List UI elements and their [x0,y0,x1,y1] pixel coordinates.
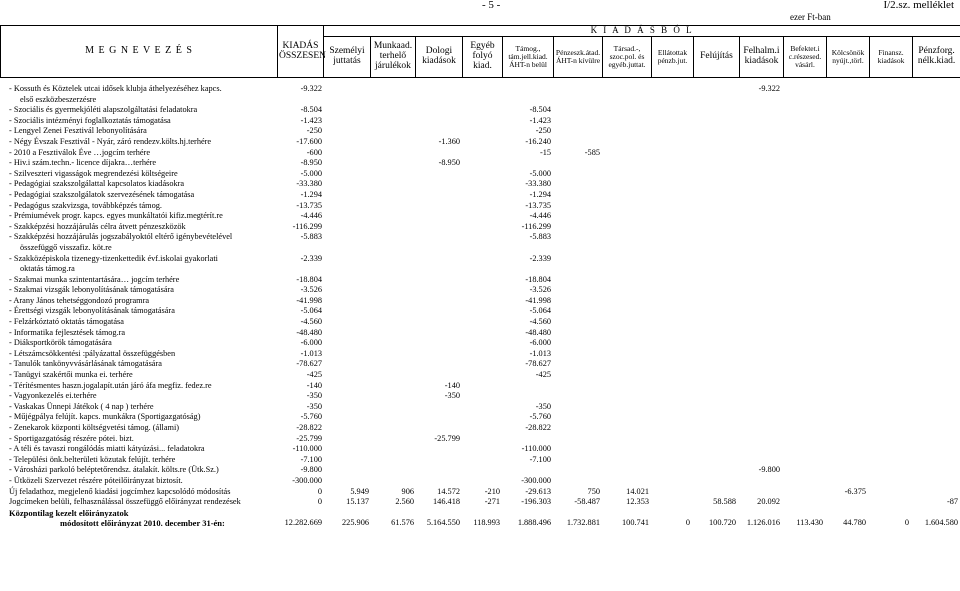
cell-value: 14.572 [437,486,460,496]
cell-value: -196.303 [521,497,551,507]
cell-value: -6.375 [844,486,866,496]
row-label: - Szilveszteri vigasságok megrendezési költségeire [9,168,178,178]
table-row [0,338,960,349]
header-col: Dologi kiadások [416,37,463,78]
row-label: - Felzárkóztató oktatás támogatása [9,317,124,327]
row-label: - Létszámcsökkentési :pályázattal összefüggésben [9,348,176,358]
cell-value: -5.883 [529,232,551,242]
table-row [0,359,960,370]
table-row [0,275,960,286]
row-label: - Települési önk.belterületi közutak felújít. terhére [9,454,176,464]
cell-value: -300.000 [521,475,551,485]
row-label: - Diáksportkörök támogatására [9,338,112,348]
cell-value: -210 [484,486,500,496]
cell-value: 0 [904,518,909,528]
cell-value: 12.353 [626,497,649,507]
cell-value: -3.526 [529,285,551,295]
row-label: - Városházi parkoló beléptetőrendsz. átalakít. költs.re (Ütk.Sz.) [9,465,219,475]
row-label: összefüggő visszafiz. köt.re [20,242,112,252]
cell-value: 44.780 [843,518,866,528]
data-rows [0,84,960,529]
page-number: - 5 - [482,0,501,11]
cell-value: -25.799 [296,433,322,443]
table-row [0,264,960,275]
cell-value: -5.883 [300,232,322,242]
cell-value: -1.423 [529,115,551,125]
table-row [0,518,960,529]
cell-value: -585 [584,147,600,157]
row-label: - Szakmai vizsgák lebonyolításának támogatására [9,285,174,295]
cell-value: -5.760 [300,412,322,422]
table-row [0,285,960,296]
table-row [0,126,960,137]
table-row [0,169,960,180]
table-row [0,423,960,434]
cell-value: -350 [535,401,551,411]
table-row [0,222,960,233]
cell-value: 0 [317,486,322,496]
cell-value: -41.998 [525,295,551,305]
row-label: - Tanügyi szakértői munka ei. terhére [9,370,133,380]
row-label: - Pedagógus szakvizsga, továbbképzés támog. [9,200,162,210]
cell-value: -110.000 [292,444,322,454]
annex-label: I/2.sz. melléklet [883,0,954,11]
cell-value: -28.822 [296,423,322,432]
table-row [0,116,960,127]
table-row [0,179,960,190]
row-label: - Szakmai munka szintentartására… jogcím terhére [9,274,180,284]
cell-value: -8.504 [300,105,322,115]
row-label: - Sportigazgatóság részére pótei. bizt. [9,433,134,443]
header-col: Egyéb folyó kiad. [463,37,503,78]
cell-value: -58.487 [574,497,600,507]
row-label: - Zenekarok központi költségvetési támog. (állami) [9,423,180,432]
table-row [0,317,960,328]
cell-value: 14.021 [626,486,649,496]
cell-value: -3.526 [300,285,322,295]
cell-value: -4.446 [300,211,322,221]
row-label: - Vagyonkezelés ei.terhére [9,391,97,401]
cell-value: -425 [306,370,322,380]
row-label: - Prémiumévek progr. kapcs. egyes munkáltatói kifiz.megtérít.re [9,211,223,221]
cell-value: 5.949 [350,486,369,496]
cell-value: 61.576 [391,518,414,528]
cell-value: -8.950 [438,158,460,168]
row-label: Új feladathoz, megjelenő kiadási jogcímhez kapcsolódó módosítás [9,486,231,496]
row-label: - Tanulók tankönyvvásárlásának támogatására [9,359,162,369]
cell-value: -1.013 [300,348,322,358]
table-row [0,455,960,466]
row-label: - Szakképzési hozzájárulás célra átvett pénzeszközök [9,221,186,231]
cell-value: -9.322 [758,84,780,93]
table-row [0,137,960,148]
table-row [0,497,960,508]
cell-value: 1.604.580 [924,518,958,528]
cell-value: -1.360 [438,136,460,146]
table-row [0,402,960,413]
cell-value: -8.950 [300,158,322,168]
row-label: - Négy Évszak Fesztivál - Nyár, záró rendezv.költs.hj.terhére [9,136,212,146]
cell-value: 906 [401,486,414,496]
cell-value: -4.446 [529,211,551,221]
cell-value: 20.092 [757,497,780,507]
table-row [0,105,960,116]
table-row [0,243,960,254]
cell-value: 15.137 [346,497,369,507]
table-row [0,211,960,222]
cell-value: -250 [306,126,322,136]
table-row [0,148,960,159]
cell-value: -1.423 [300,115,322,125]
row-label: - Informatika fejlesztések támog.ra [9,327,126,337]
cell-value: 100.741 [622,518,649,528]
row-label: - Hiv.i szám.techn.- licence díjakra…terhére [9,158,157,168]
row-label: - Szociális intézményi foglalkoztatás támogatása [9,115,171,125]
cell-value: -48.480 [525,327,551,337]
cell-value: -8.504 [529,105,551,115]
page-top [0,0,960,22]
cell-value: -18.804 [525,274,551,284]
cell-value: 146.418 [433,497,460,507]
table-row [0,465,960,476]
table-row [0,84,960,95]
row-label: - Kossuth és Köztelek utcai idősek klubja áthelyezéséhez kapcs. [9,84,222,93]
row-label: - Műjégpálya felújít. kapcs. munkákra (Sportigazgatóság) [9,412,201,422]
cell-value: 12.282.669 [284,518,322,528]
cell-value: -1.013 [529,348,551,358]
cell-value: -300.000 [292,475,322,485]
table-row [0,381,960,392]
header-col: Pénzeszk.átad. ÁHT-n kívülre [554,37,603,78]
table-row [0,434,960,445]
row-label: Jogcímeken belüli, felhasználással összefüggő előirányzat rendezések [9,497,241,507]
cell-value: 1.888.496 [517,518,551,528]
header-megnevezes: M E G N E V E Z É S [1,26,278,78]
header-col: Felhalm.i kiadások [740,37,784,78]
table-row [0,412,960,423]
cell-value: -271 [484,497,500,507]
cell-value: -17.600 [296,136,322,146]
cell-value: -5.000 [529,168,551,178]
cell-value: -5.000 [300,168,322,178]
table-row [0,508,960,519]
row-label: - 2010 a Fesztiválok Éve …jogcím terhére [9,147,151,157]
cell-value: -78.627 [525,359,551,369]
cell-value: -5.064 [300,306,322,316]
cell-value: -13.735 [525,200,551,210]
cell-value: -16.240 [525,136,551,146]
cell-value: -350 [306,401,322,411]
cell-value: -9.322 [300,84,322,93]
cell-value: -48.480 [296,327,322,337]
header-col: Személyi juttatás [324,37,371,78]
cell-value: 113.430 [796,518,823,528]
cell-value: -6.000 [300,338,322,348]
header-kiadas-osszesen: KIADÁS ÖSSZESEN [279,40,326,61]
cell-value: -5.760 [529,412,551,422]
cell-value: -4.560 [300,317,322,327]
row-label: - Pedagógiai szakszolgálattal kapcsolatos kiadásokra [9,179,185,189]
row-label: - A téli és tavaszi rongálódás miatti kátyúzási... feladatokra [9,444,205,454]
cell-value: -2.339 [300,253,322,263]
table-row [0,391,960,402]
header-col: Pénzforg. nélk.kiad. [913,37,960,78]
header-col [278,26,324,78]
cell-value: -29.613 [525,486,551,496]
cell-value: 100.720 [709,518,736,528]
cell-value: -9.800 [300,465,322,475]
table-row [0,190,960,201]
cell-value: 750 [587,486,600,496]
cell-value: -15 [539,147,551,157]
unit-label: ezer Ft-ban [790,12,831,22]
cell-value: -600 [306,147,322,157]
cell-value: -7.100 [529,454,551,464]
table-row [0,306,960,317]
cell-value: -425 [535,370,551,380]
header-col: Ellátottak pénzb.jut. [652,37,694,78]
table-row [0,349,960,360]
cell-value: -9.800 [758,465,780,475]
cell-value: 2.560 [395,497,414,507]
row-label: Központilag kezelt előirányzatok [9,507,129,518]
cell-value: -1.294 [529,189,551,199]
cell-value: -6.000 [529,338,551,348]
row-label: - Térítésmentes haszn.jogalapít.után járó áfa megfiz. fedez.re [9,380,212,390]
header-col: Munkaad. terhelő járulékok [371,37,416,78]
header-col: Befektet.i c.részesed. vásárl. [784,37,827,78]
header-col: Felújítás [694,37,740,78]
cell-value: -350 [306,391,322,401]
cell-value: 58.588 [713,497,736,507]
row-label: módosított előirányzat 2010. december 31-én: [60,518,225,529]
table-row [0,254,960,265]
cell-value: -116.299 [521,221,551,231]
header-kiadasokbol: K I A D Á S B Ó L [324,26,960,37]
table-row [0,328,960,339]
cell-value: -250 [535,126,551,136]
cell-value: 0 [685,518,690,528]
cell-value: -116.299 [292,221,322,231]
cell-value: -25.799 [434,433,460,443]
table-row [0,201,960,212]
cell-value: 0 [317,497,322,507]
table-row [0,296,960,307]
cell-value: -78.627 [296,359,322,369]
row-label: - Lengyel Zenei Fesztivál lebonyolítására [9,126,147,136]
header-col: Kölcsönök nyújt.,törl. [827,37,870,78]
row-label: - Érettségi vizsgák lebonyolításának támogatására [9,306,175,316]
cell-value: -13.735 [296,200,322,210]
cell-value: -87 [946,497,958,507]
row-label: - Pedagógiai szakszolgálatok szervezésének támogatása [9,189,195,199]
table-row [0,232,960,243]
row-label: - Szociális és gyermekjóléti alapszolgáltatási feladatokra [9,105,198,115]
table-row [0,487,960,498]
cell-value: -5.064 [529,306,551,316]
cell-value: -18.804 [296,274,322,284]
row-label: - Arany János tehetséggondozó programra [9,295,150,305]
cell-value: 5.164.550 [426,518,460,528]
table-row [0,95,960,106]
cell-value: -110.000 [521,444,551,454]
row-label: - Ütközeli Szervezet részére póteilőirányzat biztosít. [9,475,183,485]
cell-value: -140 [306,380,322,390]
cell-value: 1.732.881 [566,518,600,528]
row-label: - Szakképzési hozzájárulás jogszabályoktól eltérő igénybevételével [9,232,233,242]
cell-value: -4.560 [529,317,551,327]
cell-value: -33.380 [525,179,551,189]
row-label: első eszközbeszerzésre [20,94,97,104]
cell-value: 118.993 [473,518,500,528]
row-label: - Szakközépiskola tizenegy-tizenkettedik évf.iskolai gyakorlati [9,253,218,263]
cell-value: 225.906 [342,518,369,528]
table-row [0,444,960,455]
cell-value: -1.294 [300,189,322,199]
cell-value: -7.100 [300,454,322,464]
cell-value: -140 [444,380,460,390]
table-row [0,476,960,487]
header-col: Támog., tám.jell.kiad. ÁHT-n belül [503,37,554,78]
table-row [0,158,960,169]
cell-value: -350 [444,391,460,401]
header-col: Finansz. kiadások [870,37,913,78]
table-row [0,370,960,381]
row-label: - Vaskakas Ünnepi Játékok ( 4 nap ) terhére [9,401,154,411]
cell-value: 1.126.016 [746,518,780,528]
cell-value: -28.822 [525,423,551,432]
header-table [0,25,960,78]
cell-value: -2.339 [529,253,551,263]
header-col: Társad.-, szoc.pol. és egyéb.juttat. [603,37,652,78]
cell-value: -41.998 [296,295,322,305]
row-label: oktatás támog.ra [20,264,75,274]
cell-value: -33.380 [296,179,322,189]
